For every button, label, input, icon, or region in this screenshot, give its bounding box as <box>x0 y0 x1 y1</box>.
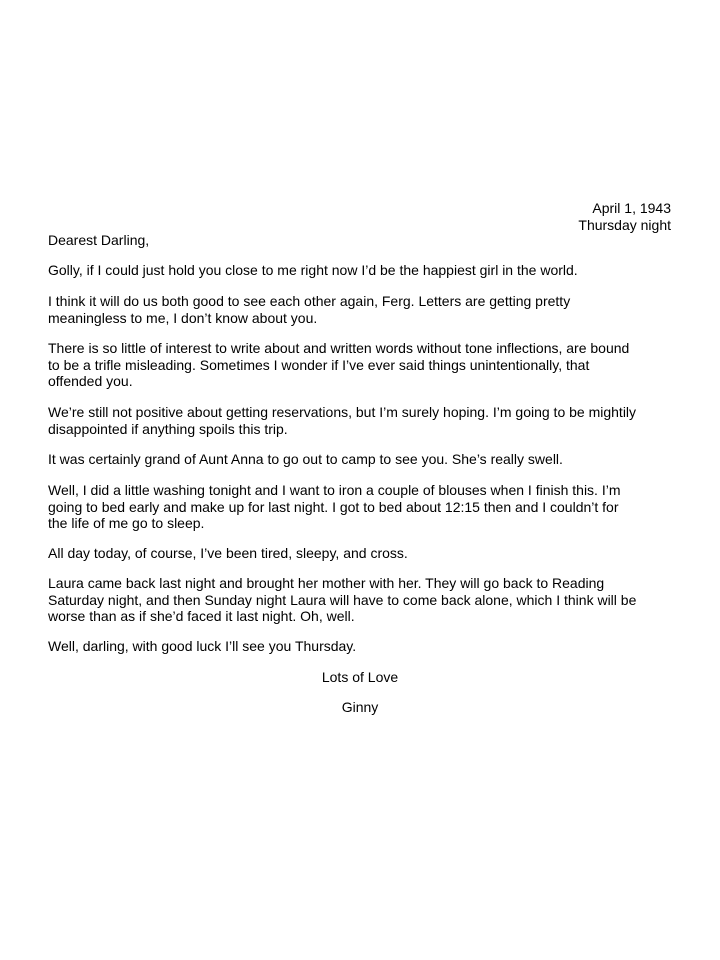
paragraph-line: Well, darling, with good luck I’ll see you Thursday. <box>48 638 357 654</box>
paragraph-line: disappointed if anything spoils this trip. <box>48 420 288 437</box>
paragraph <box>48 340 629 390</box>
paragraph-line: We’re still not positive about getting reservations, but I’m surely hoping. I’m going to be mightily <box>48 404 637 420</box>
paragraph-line: offended you. <box>48 373 133 389</box>
paragraph <box>48 262 578 279</box>
paragraph-line: the life of me go to sleep. <box>48 515 205 531</box>
paragraph-line: worse than as if she’d faced it last night. Oh, well. <box>48 608 355 624</box>
paragraph-line: Saturday night, and then Sunday night Laura will have to come back alone, which I think will be <box>48 591 637 608</box>
paragraph <box>48 451 563 468</box>
paragraph-line: to be a trifle misleading. Sometimes I wonder if I’ve ever said things unintentionally, that <box>48 356 590 373</box>
paragraph <box>48 293 570 326</box>
paragraph-line: I think it will do us both good to see each other again, Ferg. Letters are getting pretty <box>48 293 571 309</box>
letter-dateline <box>578 200 671 233</box>
paragraph-line: meaningless to me, I don’t know about you. <box>48 309 318 326</box>
signature: Ginny <box>341 699 379 715</box>
paragraph-line: Well, I did a little washing tonight and I want to iron a couple of blouses when I finish this. I’m <box>48 482 621 498</box>
paragraph-line: All day today, of course, I’ve been tired, sleepy, and cross. <box>48 545 408 561</box>
paragraph <box>48 575 636 625</box>
paragraph-line: going to bed early and make up for last night. I got to bed about 12:15 then and I couldn’t for <box>48 498 619 515</box>
paragraph <box>48 638 356 655</box>
paragraph-line: There is so little of interest to write about and written words without tone inflections, are bound <box>48 340 630 356</box>
paragraph-line: It was certainly grand of Aunt Anna to go out to camp to see you. She’s really swell. <box>48 451 563 467</box>
paragraph <box>48 545 408 562</box>
letter-day: Thursday night <box>578 216 671 233</box>
closing: Lots of Love <box>321 669 399 685</box>
letter-date: April 1, 1943 <box>592 200 671 216</box>
paragraph-line: Laura came back last night and brought her mother with her. They will go back to Reading <box>48 575 605 591</box>
salutation: Dearest Darling, <box>48 232 150 248</box>
paragraph <box>48 404 636 437</box>
paragraph-line: Golly, if I could just hold you close to me right now I’d be the happiest girl in the world. <box>48 262 578 278</box>
paragraph <box>48 482 621 532</box>
